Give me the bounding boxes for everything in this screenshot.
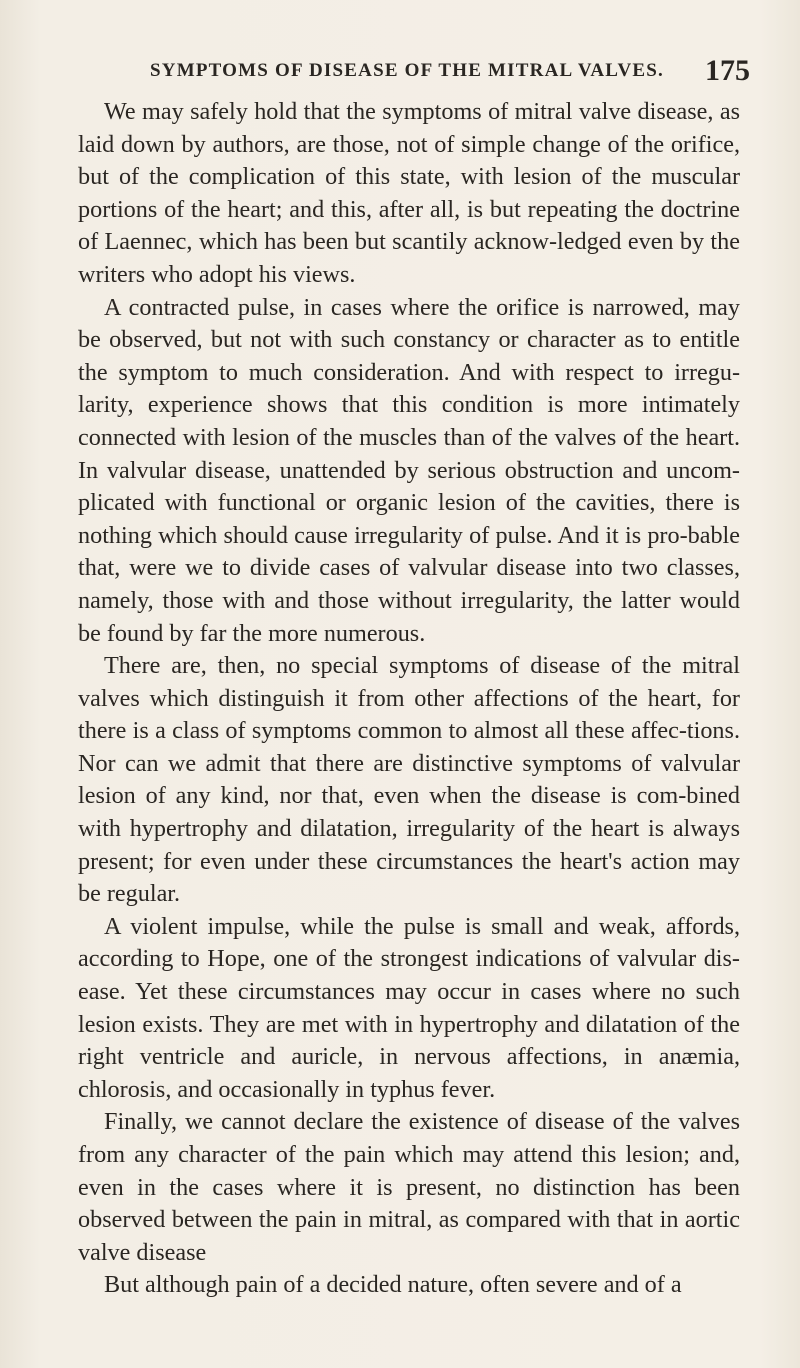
paragraph: Finally, we cannot declare the existence of disease of the valves from any character of the pain which may attend this lesion; and, even in the cases where it is present, no distinction has been observed between the pain in mitral, as compared with that in aortic valve disease <box>78 1108 740 1266</box>
paragraph: We may safely hold that the symptoms of mitral valve disease, as laid down by authors, are those, not of simple change of the orifice, but of the complication of this state, with lesion of the muscular portions of the heart; and this, after all, is but repeating the doctrine of Laennec, which has been but scantily acknow-ledged even by the writers who adopt his views. <box>78 98 740 288</box>
page-number: 175 <box>705 54 750 87</box>
paragraph: A contracted pulse, in cases where the orifice is narrowed, may be observed, but not with such constancy or character as to entitle the symptom to much consideration. And with respect to irregu-larity, experience shows that this condition is more intimately connected with lesion of the muscles than of the valves of the heart. In valvular disease, unattended by serious obstruction and uncom-plicated with functional or organic lesion of the cavities, there is nothing which should cause irregularity of pulse. And it is pro-bable that, were we to divide cases of valvular disease into two classes, namely, those with and those without irregularity, the latter would be found by far the more numerous. <box>78 293 740 647</box>
paragraph: A violent impulse, while the pulse is small and weak, affords, according to Hope, one of the strongest indications of valvular dis-ease. Yet these circumstances may occur in cases where no such lesion exists. They are met with in hypertrophy and dilatation of the right ventricle and auricle, in nervous affections, in anæmia, chlorosis, and occasionally in typhus fever. <box>78 912 740 1103</box>
body-text <box>78 96 740 1302</box>
running-title: SYMPTOMS OF DISEASE OF THE MITRAL VALVES. <box>150 60 664 81</box>
page-header <box>150 54 750 94</box>
paragraph: There are, then, no special symptoms of disease of the mitral valves which distinguish it from other affections of the heart, for there is a class of symptoms common to almost all these affec-tions. Nor can we admit that there are distinctive symptoms of valvular lesion of any kind, nor that, even when the disease is com-bined with hypertrophy and dilatation, irregularity of the heart is always present; for even under these circumstances the heart's action may be regular. <box>78 652 740 908</box>
paragraph: But although pain of a decided nature, often severe and of a <box>104 1271 682 1299</box>
